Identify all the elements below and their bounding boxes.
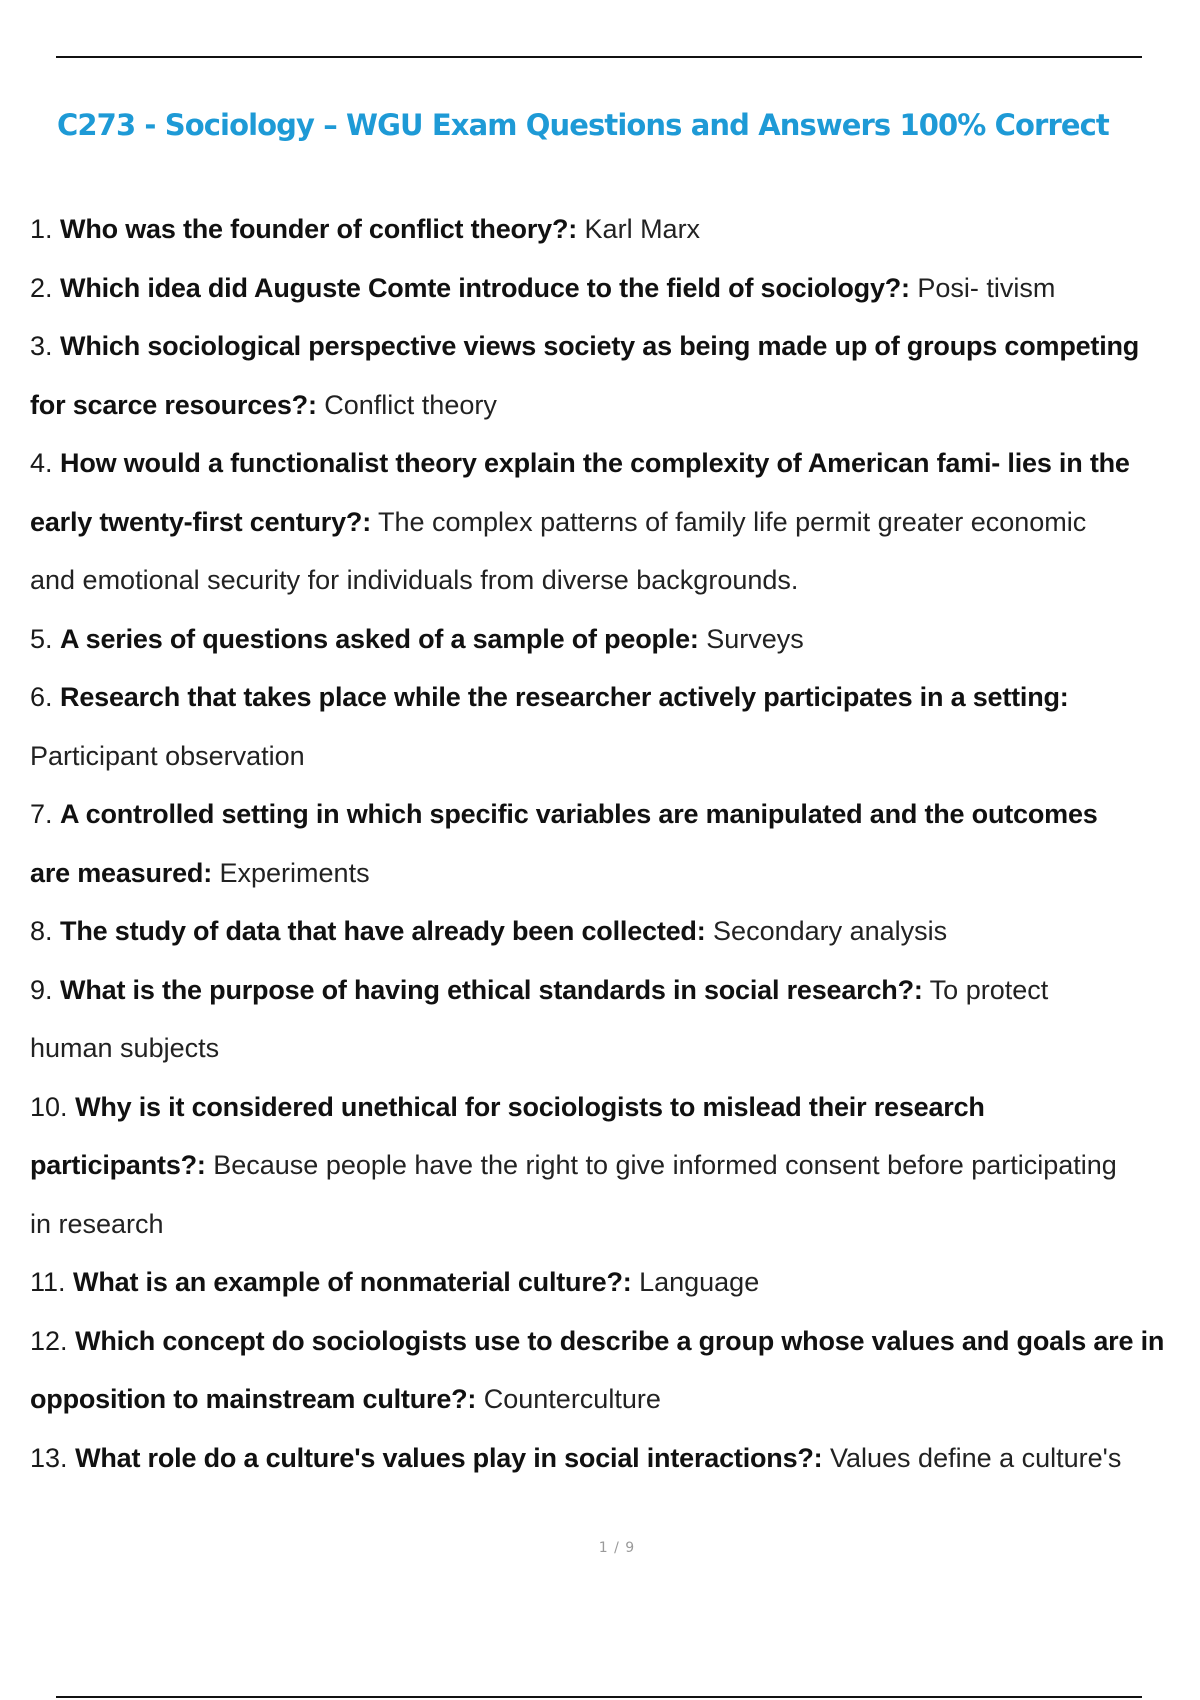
question-text: Why is it considered unethical for sociologists to mislead their research bbox=[75, 1091, 985, 1122]
item-number: 6. bbox=[30, 682, 53, 712]
list-item-continued bbox=[30, 727, 1200, 786]
list-item bbox=[30, 902, 1200, 961]
list-item bbox=[30, 1429, 1200, 1488]
list-item bbox=[30, 434, 1200, 493]
answer-text: Experiments bbox=[219, 857, 370, 888]
answer-text: To protect bbox=[929, 974, 1049, 1005]
list-item bbox=[30, 1253, 1200, 1312]
qa-list bbox=[30, 200, 1200, 1487]
list-item-continued bbox=[30, 844, 1200, 903]
list-item-continued bbox=[30, 551, 1200, 610]
question-text: What role do a culture's values play in social interactions?: bbox=[75, 1442, 823, 1473]
answer-text: Counterculture bbox=[483, 1384, 661, 1414]
top-rule bbox=[56, 56, 1142, 58]
item-number: 13. bbox=[30, 1442, 68, 1473]
question-text: Which idea did Auguste Comte introduce to the field of sociology?: bbox=[60, 272, 910, 303]
list-item bbox=[30, 200, 1200, 259]
list-item-continued bbox=[30, 1019, 1200, 1078]
question-text: The study of data that have already been collected: bbox=[60, 916, 706, 946]
answer-text: Values define a culture's bbox=[830, 1442, 1122, 1473]
question-text: participants?: bbox=[30, 1150, 206, 1180]
item-number: 8. bbox=[30, 916, 53, 946]
question-text: What is the purpose of having ethical standards in social research?: bbox=[60, 974, 923, 1005]
question-text: opposition to mainstream culture?: bbox=[30, 1384, 477, 1414]
item-number: 5. bbox=[30, 623, 53, 654]
answer-text: Secondary analysis bbox=[713, 916, 948, 946]
item-number: 2. bbox=[30, 272, 53, 303]
list-item-continued bbox=[30, 1370, 1200, 1429]
list-item bbox=[30, 610, 1200, 669]
answer-text: Participant observation bbox=[30, 740, 305, 771]
list-item-continued bbox=[30, 493, 1200, 552]
question-text: are measured: bbox=[30, 857, 212, 888]
list-item bbox=[30, 785, 1200, 844]
answer-text: in research bbox=[30, 1208, 164, 1239]
question-text: Who was the founder of conflict theory?: bbox=[60, 214, 578, 244]
item-number: 7. bbox=[30, 799, 53, 829]
answer-text: The complex patterns of family life permit greater economic bbox=[378, 506, 1087, 537]
answer-text: Because people have the right to give informed consent before participating bbox=[213, 1150, 1117, 1180]
item-number: 9. bbox=[30, 974, 53, 1005]
list-item-continued bbox=[30, 1136, 1200, 1195]
item-number: 12. bbox=[30, 1325, 68, 1356]
list-item bbox=[30, 961, 1200, 1020]
answer-text: Posi- tivism bbox=[917, 272, 1056, 303]
question-text: Which concept do sociologists use to describe a group whose values and goals are in bbox=[75, 1325, 1165, 1356]
item-number: 4. bbox=[30, 448, 53, 478]
list-item bbox=[30, 1312, 1200, 1371]
question-text: How would a functionalist theory explain the complexity of American fami- lies in the bbox=[60, 448, 1130, 478]
document-title: C273 - Sociology – WGU Exam Questions and Answers 100% Correct bbox=[57, 108, 1109, 142]
answer-text: Language bbox=[639, 1267, 760, 1297]
list-item bbox=[30, 317, 1200, 376]
list-item-continued bbox=[30, 376, 1200, 435]
answer-text: human subjects bbox=[30, 1033, 220, 1063]
list-item bbox=[30, 668, 1200, 727]
question-text: Which sociological perspective views society as being made up of groups competing bbox=[60, 331, 1140, 361]
question-text: A controlled setting in which specific variables are manipulated and the outcomes bbox=[60, 799, 1098, 829]
bottom-rule bbox=[56, 1696, 1142, 1698]
question-text: A series of questions asked of a sample of people: bbox=[60, 623, 699, 654]
item-number: 11. bbox=[30, 1267, 66, 1297]
answer-text: Surveys bbox=[706, 623, 804, 654]
answer-text: and emotional security for individuals from diverse backgrounds. bbox=[30, 565, 799, 595]
list-item bbox=[30, 259, 1200, 318]
page-indicator: 1 / 9 bbox=[598, 1540, 636, 1556]
question-text: What is an example of nonmaterial culture?: bbox=[73, 1267, 632, 1297]
list-item bbox=[30, 1078, 1200, 1137]
item-number: 1. bbox=[30, 214, 53, 244]
answer-text: Conflict theory bbox=[324, 389, 497, 420]
item-number: 10. bbox=[30, 1091, 68, 1122]
question-text: Research that takes place while the researcher actively participates in a setting: bbox=[60, 682, 1069, 712]
question-text: for scarce resources?: bbox=[30, 389, 317, 420]
question-text: early twenty-first century?: bbox=[30, 506, 371, 537]
item-number: 3. bbox=[30, 331, 53, 361]
answer-text: Karl Marx bbox=[584, 214, 701, 244]
list-item-continued bbox=[30, 1195, 1200, 1254]
